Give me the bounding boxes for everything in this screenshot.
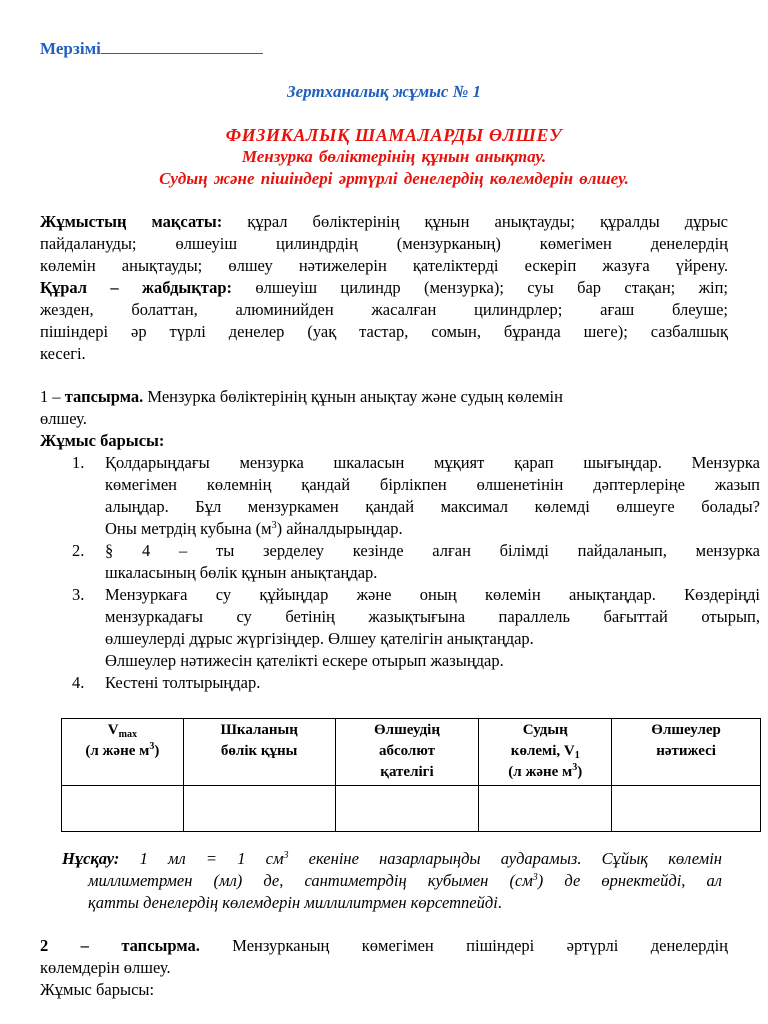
- heading-block: [0, 124, 768, 190]
- task-2-label: тапсырма.: [121, 936, 200, 955]
- lab-work-title: Зертханалық жұмыс № 1: [286, 82, 482, 101]
- header-water-volume: Судың көлемі, $V_1$ (л және $м^3$): [479, 719, 612, 786]
- task-2-line-2: көлемдерін өлшеу.: [40, 958, 171, 977]
- hint-line-2: миллиметрмен (мл) де, сантиметрдің кубымен $(см^3)$ де өрнектейді, ал: [88, 871, 722, 890]
- header-vmax: $V_{max}$ (л және $м^3$): [62, 719, 184, 786]
- table-row: [62, 786, 761, 832]
- deadline-label: Мерзімі: [40, 39, 101, 58]
- goal-line-1: Жұмыстың мақсаты: құрал бөліктерінің құнын анықтауды; құралды дұрыс: [40, 212, 729, 231]
- task-2: [40, 935, 728, 1001]
- deadline-blank-line[interactable]: [101, 37, 263, 54]
- step-1: 1. Қолдарыңдағы мензурка шкаласын мұқият қарап шығыңдар. Мензурка көмегімен көлемнің қандай бірлікпен өлшенетінін дәптерлеріңе жазып алыңдар. Бұл мензуркамен қандай максимал көлемді өлшеуге болады? Оны метрдің кубына $(м^3)$ айналдырыңдар.: [72, 453, 760, 538]
- header-absolute-error: Өлшеудің абсолют қателігі: [335, 719, 479, 786]
- main-heading: ФИЗИКАЛЫҚ ШАМАЛАРДЫ ӨЛШЕУ: [225, 125, 563, 145]
- table-cell[interactable]: [183, 786, 335, 832]
- table-cell[interactable]: [62, 786, 184, 832]
- goal-label: Жұмыстың мақсаты:: [40, 212, 223, 231]
- task-1-label: тапсырма.: [64, 387, 144, 406]
- table-cell[interactable]: [335, 786, 479, 832]
- hint-line-3: қатты денелердің көлемдерін миллилитрмен көрсетпейді.: [88, 893, 502, 912]
- equipment-line-3: пішіндері әр түрлі денелер (уақ тастар, сомын, бұранда шегe); сазбалшық: [40, 322, 728, 341]
- task-1-progress-label: Жұмыс барысы:: [40, 431, 165, 450]
- hint-label: Нұсқау:: [62, 849, 120, 868]
- results-table-header-row: [62, 719, 761, 786]
- step-3: 3. Мензуркаға су құйыңдар және оның көлемін анықтаңдар. Көздеріңді мензуркадағы су бетінің жазықтығына параллель бағыттай отырып, өлшеулерді дұрыс жүргізіңдер. Өлшеу қателігін анықтаңдар. Өлшеулер нәтижесін қателікті ескере отырып жазыңдар.: [72, 585, 760, 670]
- step-2: 2. § 4 – ты зерделеу кезінде алған білімді пайдаланып, мензурка шкаласының бөлік құнын анықтаңдар.: [72, 541, 760, 582]
- goal-line-2: пайдалануды; өлшеуіш цилиндрдің (мензурканың) көмегімен денелердің: [40, 234, 728, 253]
- goal-line-3: көлемін анықтауды; өлшеу нәтижелерін қателіктерді ескеріп жазуға үйрену.: [40, 256, 728, 275]
- equipment-line-4: кесегі.: [40, 344, 86, 363]
- results-table: [61, 718, 761, 832]
- subheading-1: Мензурка бөліктерінің құнын анықтау.: [241, 147, 547, 166]
- deadline-field: [40, 37, 263, 60]
- table-cell[interactable]: [612, 786, 761, 832]
- step-4: 4. Кестені толтырыңдар.: [72, 673, 261, 692]
- equipment-label: Құрал – жабдықтар:: [40, 278, 233, 297]
- task-2-progress-label: Жұмыс барысы:: [40, 980, 155, 999]
- task-1-steps: [40, 452, 760, 694]
- hint-paragraph: [62, 848, 722, 914]
- task-2-line-1: 2 – тапсырма. Мензурканың көмегімен пішіндері әртүрлі денелердің: [40, 936, 729, 955]
- header-scale-division: Шкаланың бөлік құны: [183, 719, 335, 786]
- task-1-line-2: өлшеу.: [40, 409, 87, 428]
- task-1-line-1: 1 – тапсырма. Мензурка бөліктерінің құнын анықтау және судың көлемін: [40, 387, 563, 406]
- equipment-line-1: Құрал – жабдықтар: өлшеуіш цилиндр (мензурка); суы бар стақан; жіп;: [40, 278, 728, 297]
- goal-and-equipment: [40, 211, 728, 365]
- equipment-line-2: жезден, болаттан, алюминийден жасалған цилиндрлер; ағаш блеуше;: [40, 300, 728, 319]
- subheading-2: Судың және пішіндері әртүрлі денелердің көлемдерін өлшеу.: [159, 169, 629, 188]
- header-measurement-results: Өлшеулер нәтижесі: [612, 719, 761, 786]
- hint-line-1: Нұсқау: 1 мл = 1 $см^3$ екеніне назарларыңды аударамыз. Сұйық көлемін: [62, 849, 722, 868]
- table-cell[interactable]: [479, 786, 612, 832]
- task-1: [40, 386, 728, 452]
